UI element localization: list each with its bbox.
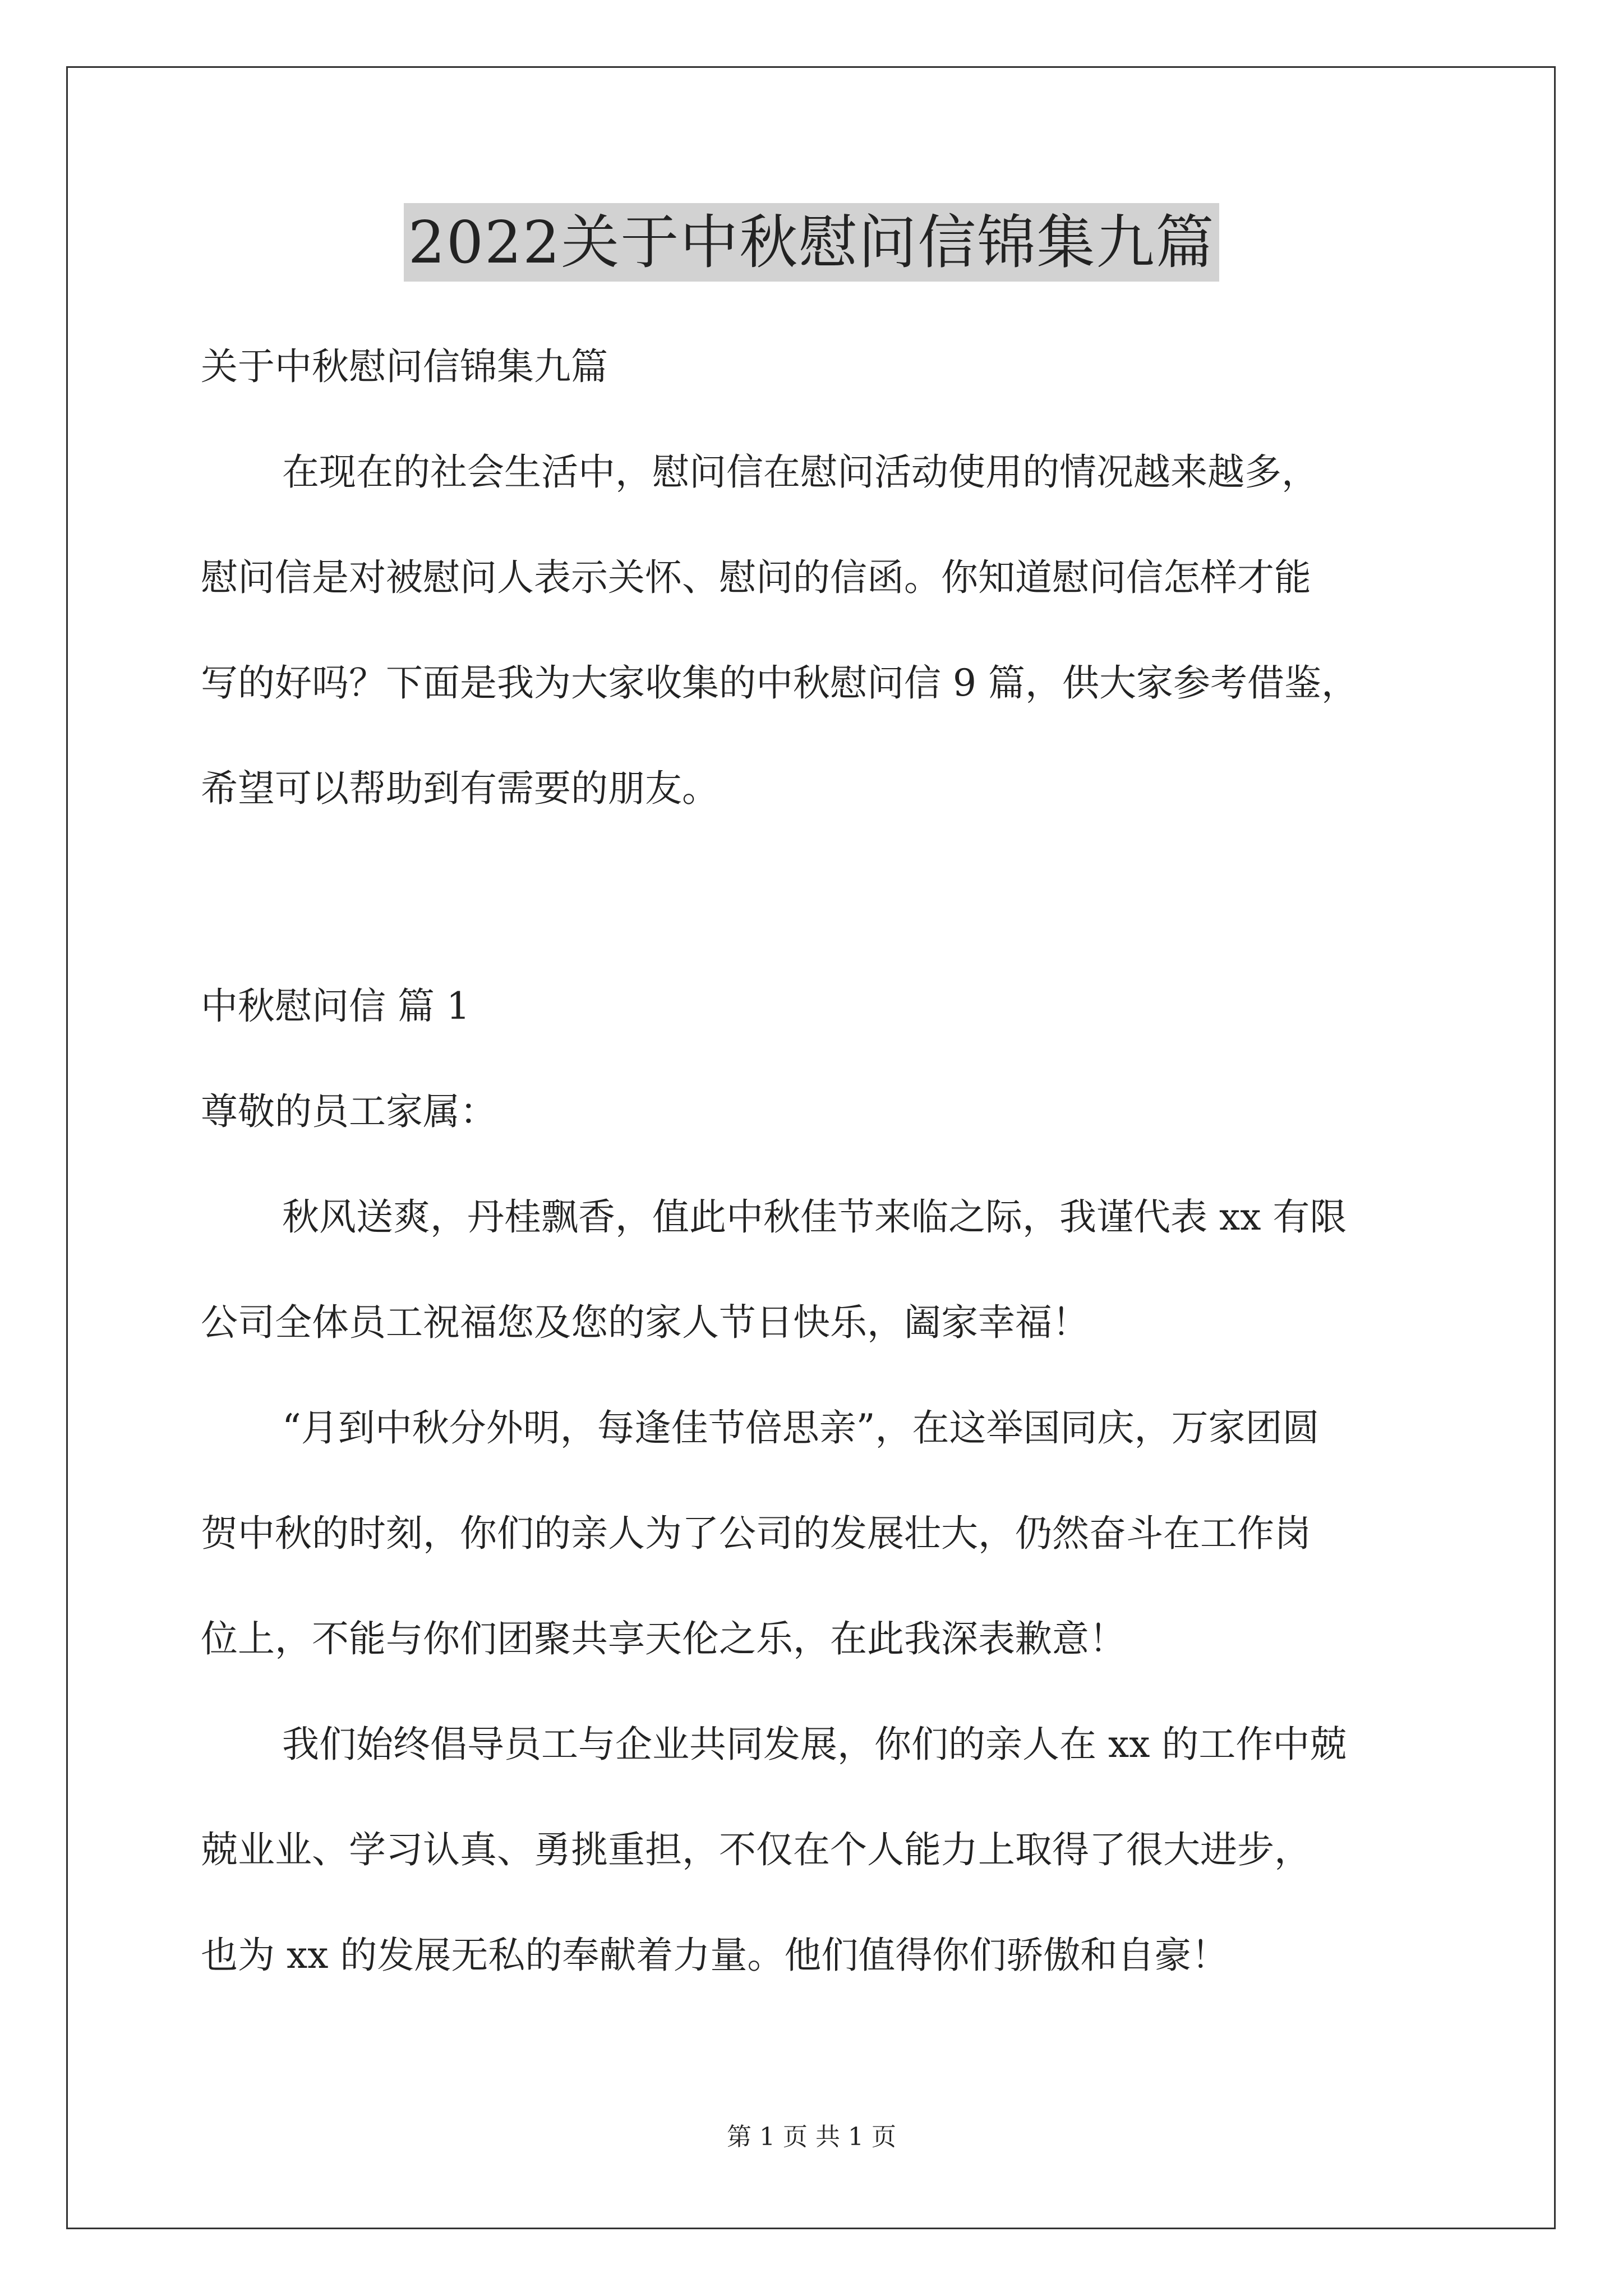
document-title: 2022关于中秋慰问信锦集九篇 [404,203,1220,282]
intro-line: 写的好吗？下面是我为大家收集的中秋慰问信 9 篇，供大家参考借鉴， [201,661,1358,705]
intro-line: 在现在的社会生活中，慰问信在慰问活动使用的情况越来越多， [282,450,1318,494]
document-body [201,314,1457,2008]
paragraph-line: 也为 xx 的发展无私的奉献着力量。他们值得你们骄傲和自豪！ [201,1934,1229,1977]
page-footer: 第 1 页 共 1 页 [727,2123,896,2151]
paragraph-line: “月到中秋分外明，每逢佳节倍思亲”，在这举国同庆，万家团圆 [282,1406,1320,1450]
paragraph-line: 兢业业、学习认真、勇挑重担，不仅在个人能力上取得了很大进步， [201,1828,1311,1871]
paragraph-line: 秋风送爽，丹桂飘香，值此中秋佳节来临之际，我谨代表 xx 有限 [282,1195,1347,1239]
subtitle: 关于中秋慰问信锦集九篇 [201,345,608,388]
salutation: 尊敬的员工家属： [201,1090,497,1133]
intro-line: 希望可以帮助到有需要的朋友。 [201,767,719,810]
paragraph-line: 位上，不能与你们团聚共享天伦之乐，在此我深表歉意！ [201,1617,1126,1660]
title-container [0,203,1623,282]
paragraph-line: 贺中秋的时刻，你们的亲人为了公司的发展壮大，仍然奋斗在工作岗 [201,1512,1311,1555]
section-heading: 中秋慰问信 篇 1 [201,984,470,1028]
paragraph-line: 公司全体员工祝福您及您的家人节日快乐，阖家幸福！ [201,1301,1089,1344]
spacer [201,841,1457,954]
intro-line: 慰问信是对被慰问人表示关怀、慰问的信函。你知道慰问信怎样才能 [201,556,1311,599]
paragraph-line: 我们始终倡导员工与企业共同发展，你们的亲人在 xx 的工作中兢 [282,1723,1347,1766]
